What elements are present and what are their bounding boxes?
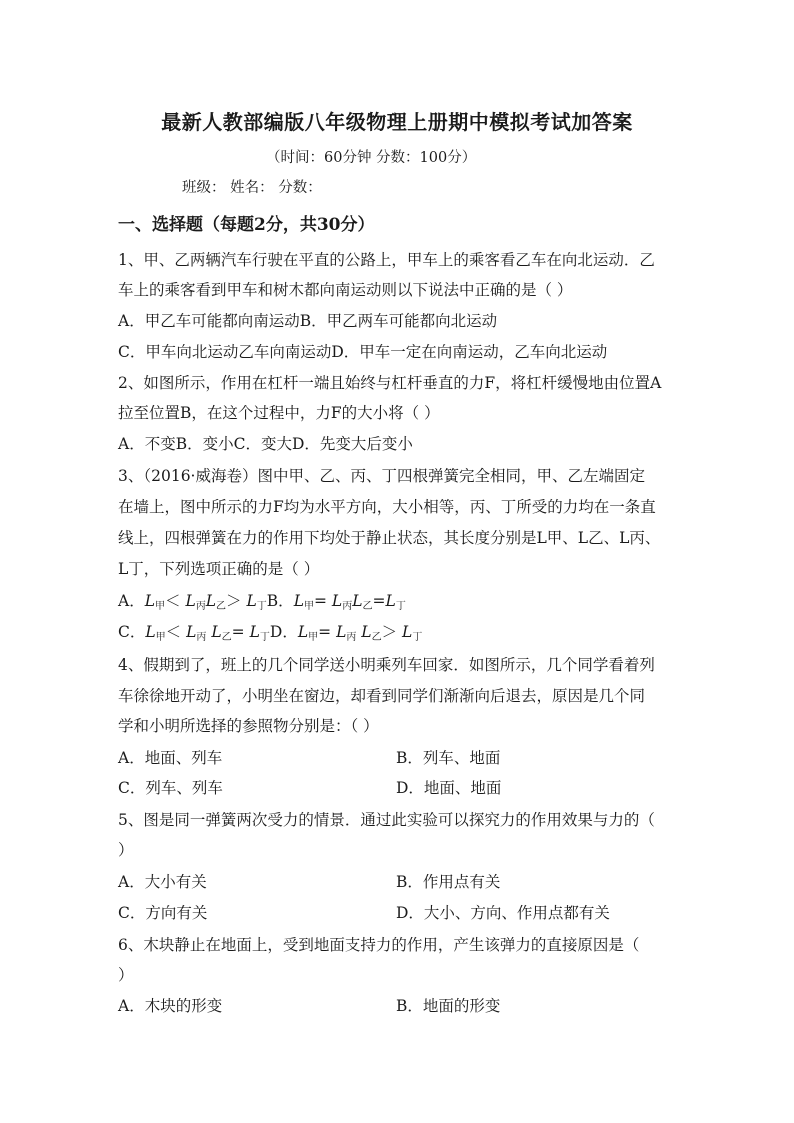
page-title: 最新人教部编版八年级物理上册期中模拟考试加答案 <box>161 110 633 134</box>
question-6-line-2: ） <box>118 966 134 984</box>
option-c-label: C． <box>118 623 146 641</box>
question-3-line-2: 在墙上，图中所示的力F均为水平方向，大小相等，丙、丁所受的力均在一条直 <box>118 498 656 516</box>
question-4-option-d: D．地面、地面 <box>396 779 502 797</box>
question-1-line-1: 1、甲、乙两辆汽车行驶在平直的公路上，甲车上的乘客看乙车在向北运动．乙 <box>118 251 655 269</box>
question-6-line-1: 6、木块静止在地面上，受到地面支持力的作用，产生该弹力的直接原因是（ <box>118 936 640 954</box>
question-2-options: A．不变B．变小C．变大D．先变大后变小 <box>118 435 413 453</box>
question-2-line-1: 2、如图所示，作用在杠杆一端且始终与杠杆垂直的力F，将杠杆缓慢地由位置A <box>118 374 662 392</box>
question-3-line-3: 线上，四根弹簧在力的作用下均处于静止状态，其长度分别是L甲、L乙、L丙、 <box>118 529 661 547</box>
question-2-line-2: 拉至位置B，在这个过程中，力F的大小将（ ） <box>118 404 440 422</box>
option-a-label: A． <box>118 592 145 610</box>
option-b-label: B． <box>266 592 294 610</box>
question-4-option-b: B．列车、地面 <box>396 749 501 767</box>
question-4-line-3: 学和小明所选择的参照物分别是：（ ） <box>118 717 379 735</box>
question-4-option-c: C．列车、列车 <box>118 779 223 797</box>
question-4-option-a: A．地面、列车 <box>118 749 223 767</box>
question-3-line-4: L丁，下列选项正确的是（ ） <box>118 560 320 578</box>
question-6-option-a: A．木块的形变 <box>118 997 223 1015</box>
question-5-option-b: B．作用点有关 <box>396 873 501 891</box>
question-5-option-d: D．大小、方向、作用点都有关 <box>396 904 610 922</box>
exam-time-score: （时间：60分钟 分数：100分） <box>266 150 477 166</box>
question-1-options-ab: A．甲乙车可能都向南运动B．甲乙两车可能都向北运动 <box>118 312 498 330</box>
question-6-option-b: B．地面的形变 <box>396 997 501 1015</box>
section-heading-choice: 一、选择题（每题2分，共30分） <box>118 215 375 235</box>
question-3-options-ab: A．$L_甲< L_丙L_乙> L_丁B$．$L_甲= L_丙L_乙=L_丁$ <box>118 592 406 612</box>
question-5-line-1: 5、图是同一弹簧两次受力的情景．通过此实验可以探究力的作用效果与力的（ <box>118 811 655 829</box>
question-5-option-a: A．大小有关 <box>118 873 207 891</box>
question-4-line-2: 车徐徐地开动了，小明坐在窗边，却看到同学们渐渐向后退去，原因是几个同 <box>118 687 646 705</box>
student-info-row: 班级： 姓名： 分数： <box>182 180 322 196</box>
question-1-line-2: 车上的乘客看到甲车和树木都向南运动则以下说法中正确的是（ ） <box>118 281 573 299</box>
question-3-options-cd: C．$L_甲< L_丙$ $L_乙= L_丁D$．$L_甲= L_丙$ $L_乙> L_丁$ <box>118 623 423 643</box>
question-1-options-cd: C．甲车向北运动乙车向南运动D．甲车一定在向南运动，乙车向北运动 <box>118 343 608 361</box>
question-3-line-1: 3、（2016·威海卷）图中甲、乙、丙、丁四根弹簧完全相同，甲、乙左端固定 <box>118 467 645 485</box>
option-d-label: D． <box>269 623 298 641</box>
question-5-line-2: ） <box>118 841 134 859</box>
question-4-line-1: 4、假期到了，班上的几个同学送小明乘列车回家．如图所示，几个同学看着列 <box>118 656 655 674</box>
question-5-option-c: C．方向有关 <box>118 904 208 922</box>
